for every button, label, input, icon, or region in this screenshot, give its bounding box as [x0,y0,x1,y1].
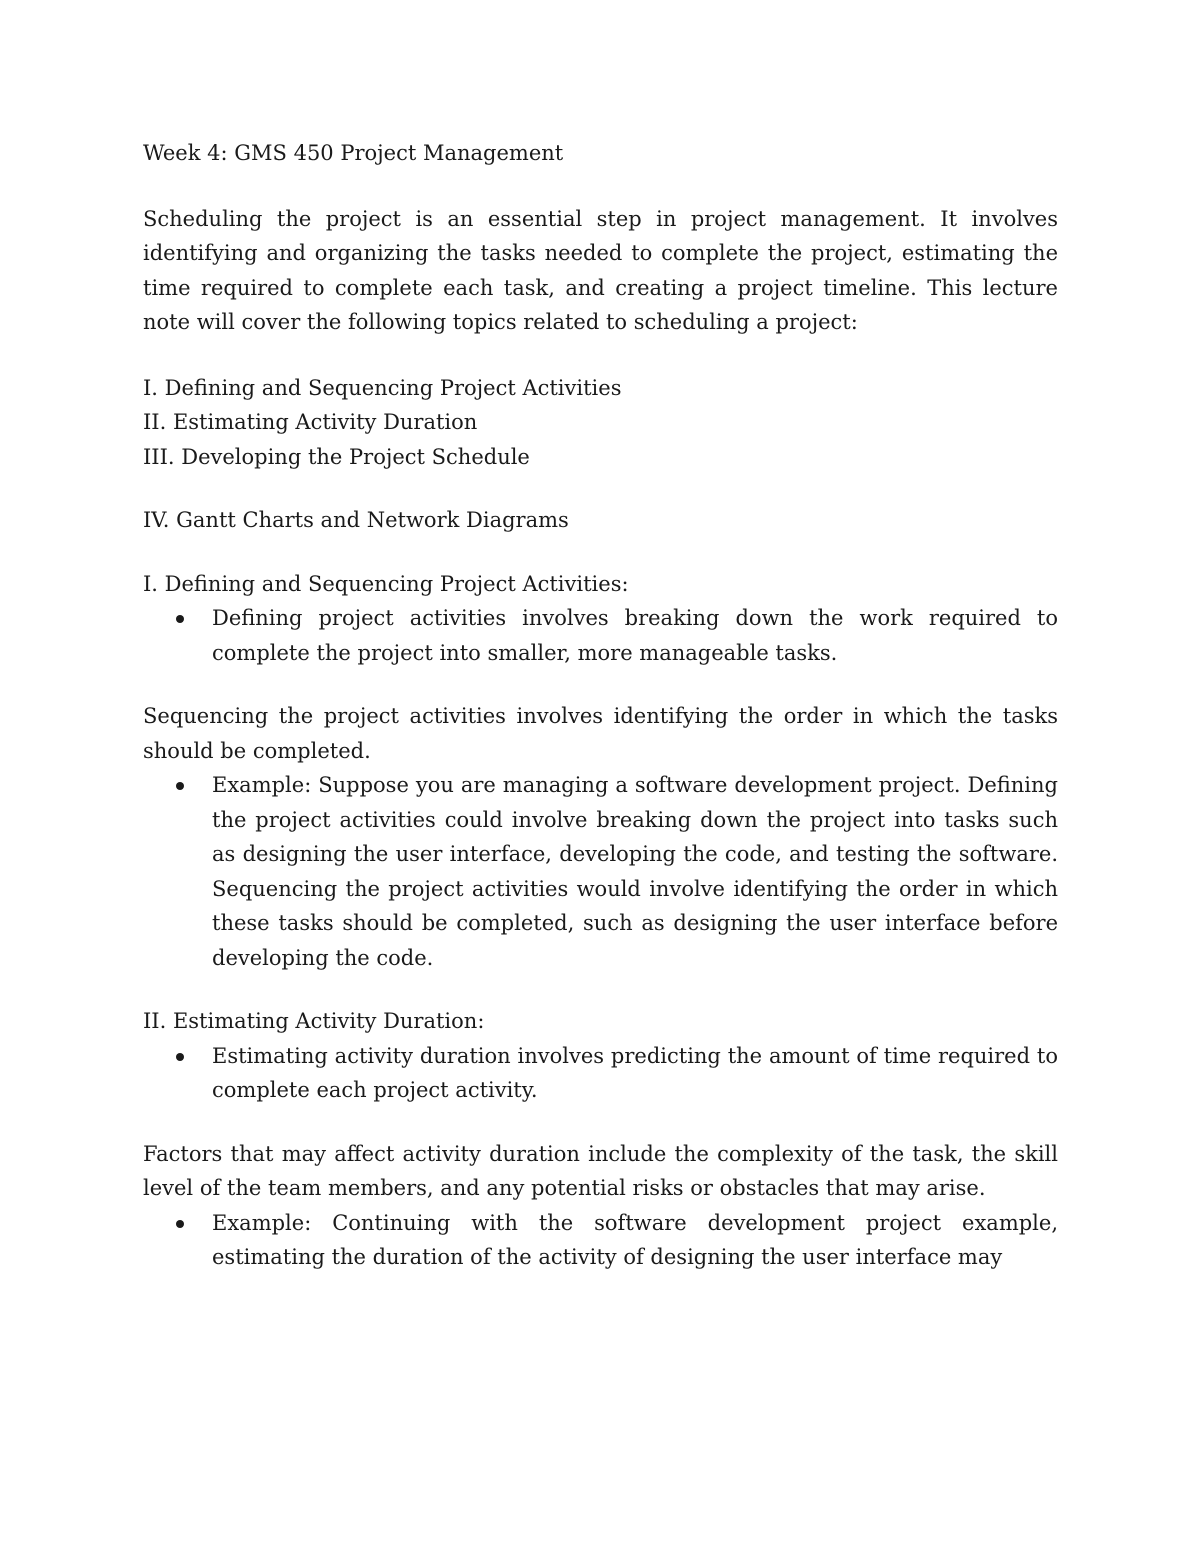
bullet-icon [176,782,184,790]
bullet-text: Estimating activity duration involves predicting the amount of time required to complete each project activity. [212,1043,1058,1102]
bullet-text: Example: Continuing with the software development project example, estimating the duration of the activity of designing the user interface may [212,1210,1058,1269]
section-1-heading: I. Defining and Sequencing Project Activities: [143,571,629,596]
topic-item-3: III. Developing the Project Schedule [143,444,530,469]
list-item [143,601,1058,670]
bullet-text: Defining project activities involves breaking down the work required to complete the project into smaller, more manageable tasks. [212,606,1058,665]
intro-paragraph: Scheduling the project is an essential step in project management. It involves identifying and organizing the tasks needed to complete the project, estimating the time required to complete each task, and creating a project timeline. This lecture note will cover the following topics related to scheduling a project: [143,206,1058,334]
topic-item-1: I. Defining and Sequencing Project Activities [143,375,622,400]
section-1-paragraph: Sequencing the project activities involves identifying the order in which the tasks should be completed. [143,704,1058,763]
bullet-text: Example: Suppose you are managing a software development project. Defining the project activities could involve breaking down the project into tasks such as designing the user interface, developing the code, and testing the software. Sequencing the project activities would involve identifying the order in which these tasks should be completed, such as designing the user interface before developing the code. [212,773,1058,970]
list-item [143,1039,1058,1108]
topic-item-4: IV. Gantt Charts and Network Diagrams [143,508,569,532]
section-2-bullets-b [143,1206,1058,1275]
list-item [143,768,1058,975]
topic-item-2: II. Estimating Activity Duration [143,410,478,434]
document-page [143,136,1058,1275]
bullet-icon [176,1220,184,1228]
bullet-icon [176,615,184,623]
section-2-paragraph: Factors that may affect activity duration include the complexity of the task, the skill level of the team members, and any potential risks or obstacles that may arise. [143,1141,1058,1200]
section-2-heading: II. Estimating Activity Duration: [143,1009,485,1033]
section-1-bullets-a [143,601,1058,670]
list-item [143,1206,1058,1275]
section-1-bullets-b [143,768,1058,975]
section-2-bullets-a [143,1039,1058,1108]
topics-list [143,371,1058,475]
document-title: Week 4: GMS 450 Project Management [143,141,564,165]
bullet-icon [176,1053,184,1061]
